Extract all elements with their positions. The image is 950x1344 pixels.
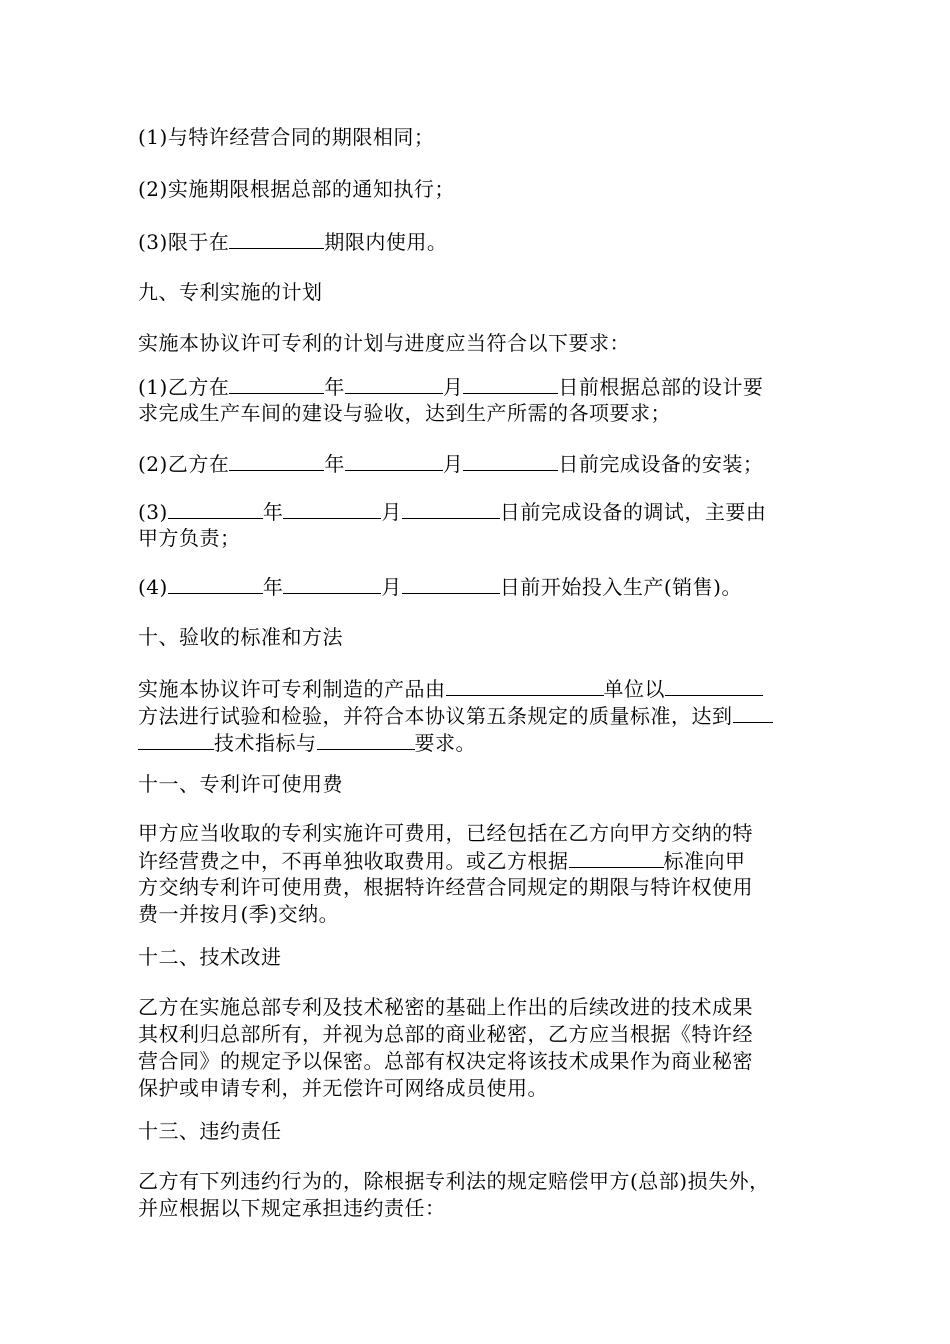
clause-text: 期限内使用。 — [324, 230, 448, 254]
heading-text: 九、专利实施的计划 — [138, 280, 323, 304]
clause-text: (1)与特许经营合同的期限相同； — [138, 125, 435, 149]
paragraph-line: 方交纳专利许可使用费，根据特许经营合同规定的期限与特许权使用 — [138, 875, 753, 899]
clause-text: (3) — [138, 500, 168, 524]
clause-text: 技术指标与 — [214, 731, 317, 755]
clause-text: 方法进行试验和检验，并符合本协议第五条规定的质量标准，达到 — [138, 704, 733, 728]
clause-term-item-2 — [138, 176, 828, 203]
section-heading-11 — [138, 771, 828, 798]
clause-text: 求完成生产车间的建设与验收，达到生产所需的各项要求； — [138, 401, 671, 425]
fill-in-blank — [138, 729, 214, 750]
paragraph-line: 乙方在实施总部专利及技术秘密的基础上作出的后续改进的技术成果 — [138, 995, 753, 1019]
clause-text: 月 — [442, 452, 464, 476]
clause-text: 日前完成设备的调试，主要由 — [499, 500, 767, 524]
heading-text: 十二、技术改进 — [138, 945, 282, 969]
heading-text: 十、验收的标准和方法 — [138, 625, 343, 649]
section-heading-10 — [138, 624, 828, 651]
section-heading-9 — [138, 279, 828, 306]
fill-in-blank — [229, 373, 324, 394]
heading-text: 十一、专利许可使用费 — [138, 772, 343, 796]
clause-text: 年 — [324, 375, 345, 399]
clause-text: 日前完成设备的安装； — [558, 452, 764, 476]
paragraph-line: 保护或申请专利，并无偿许可网络成员使用。 — [138, 1076, 548, 1100]
clause-text: 许经营费之中，不再单独收取费用。或乙方根据 — [138, 849, 569, 873]
paragraph-line: 营合同》的规定予以保密。总部有权决定将该技术成果作为商业秘密 — [138, 1049, 753, 1073]
plan-item-2 — [138, 450, 828, 478]
fill-in-blank — [168, 573, 263, 594]
paragraph-text: 实施本协议许可专利的计划与进度应当符合以下要求： — [138, 331, 630, 355]
clause-text: 月 — [381, 575, 402, 599]
section-heading-13 — [138, 1118, 828, 1145]
clause-text: 实施本协议许可专利制造的产品由 — [138, 677, 446, 701]
paragraph-line: 甲方应当收取的专利实施许可费用，已经包括在乙方向甲方交纳的特 — [138, 821, 753, 845]
fill-in-blank — [733, 702, 773, 723]
fill-in-blank — [446, 675, 604, 696]
fill-in-blank — [402, 573, 500, 594]
clause-text: 月 — [381, 500, 402, 524]
fill-in-blank — [168, 498, 263, 519]
fill-in-blank — [402, 498, 500, 519]
fill-in-blank — [345, 450, 443, 471]
clause-text: 单位以 — [603, 677, 665, 701]
clause-text: 要求。 — [414, 731, 476, 755]
fill-in-blank — [283, 498, 381, 519]
fill-in-blank — [317, 729, 415, 750]
fill-in-blank — [463, 373, 558, 394]
clause-text: (2)乙方在 — [138, 452, 230, 476]
clause-text: 年 — [324, 452, 345, 476]
section-13-body — [138, 1168, 828, 1222]
heading-text: 十三、违约责任 — [138, 1119, 282, 1143]
fill-in-blank — [463, 450, 558, 471]
fill-in-blank — [665, 675, 763, 696]
clause-term-item-1 — [138, 124, 828, 151]
paragraph-line: 并应根据以下规定承担违约责任： — [138, 1196, 446, 1220]
section-9-intro — [138, 330, 828, 357]
clause-text: (4) — [138, 575, 168, 599]
section-11-body — [138, 820, 828, 928]
plan-item-1 — [138, 373, 828, 427]
plan-item-3 — [138, 498, 828, 552]
clause-text: 日前开始投入生产(销售)。 — [499, 575, 742, 599]
clause-text: 甲方负责； — [138, 526, 241, 550]
section-heading-12 — [138, 944, 828, 971]
paragraph-line: 乙方有下列违约行为的，除根据专利法的规定赔偿甲方(总部)损失外， — [138, 1169, 770, 1193]
paragraph-line: 其权利归总部所有，并视为总部的商业秘密，乙方应当根据《特许经 — [138, 1022, 753, 1046]
clause-text: 日前根据总部的设计要 — [558, 375, 764, 399]
fill-in-blank — [283, 573, 381, 594]
clause-text: (1)乙方在 — [138, 375, 230, 399]
section-12-body — [138, 994, 828, 1102]
section-10-body — [138, 675, 828, 756]
clause-text: 月 — [442, 375, 464, 399]
plan-item-4 — [138, 573, 828, 601]
fill-in-blank — [345, 373, 443, 394]
fill-in-blank — [229, 450, 324, 471]
clause-text: 标准向甲 — [663, 849, 746, 873]
clause-text: (2)实施期限根据总部的通知执行； — [138, 177, 455, 201]
clause-text: 年 — [262, 575, 284, 599]
fill-in-blank — [569, 847, 664, 868]
fill-in-blank — [229, 228, 324, 249]
paragraph-line: 费一并按月(季)交纳。 — [138, 902, 340, 926]
clause-text: (3)限于在 — [138, 230, 230, 254]
clause-term-item-3 — [138, 228, 828, 256]
clause-text: 年 — [262, 500, 284, 524]
